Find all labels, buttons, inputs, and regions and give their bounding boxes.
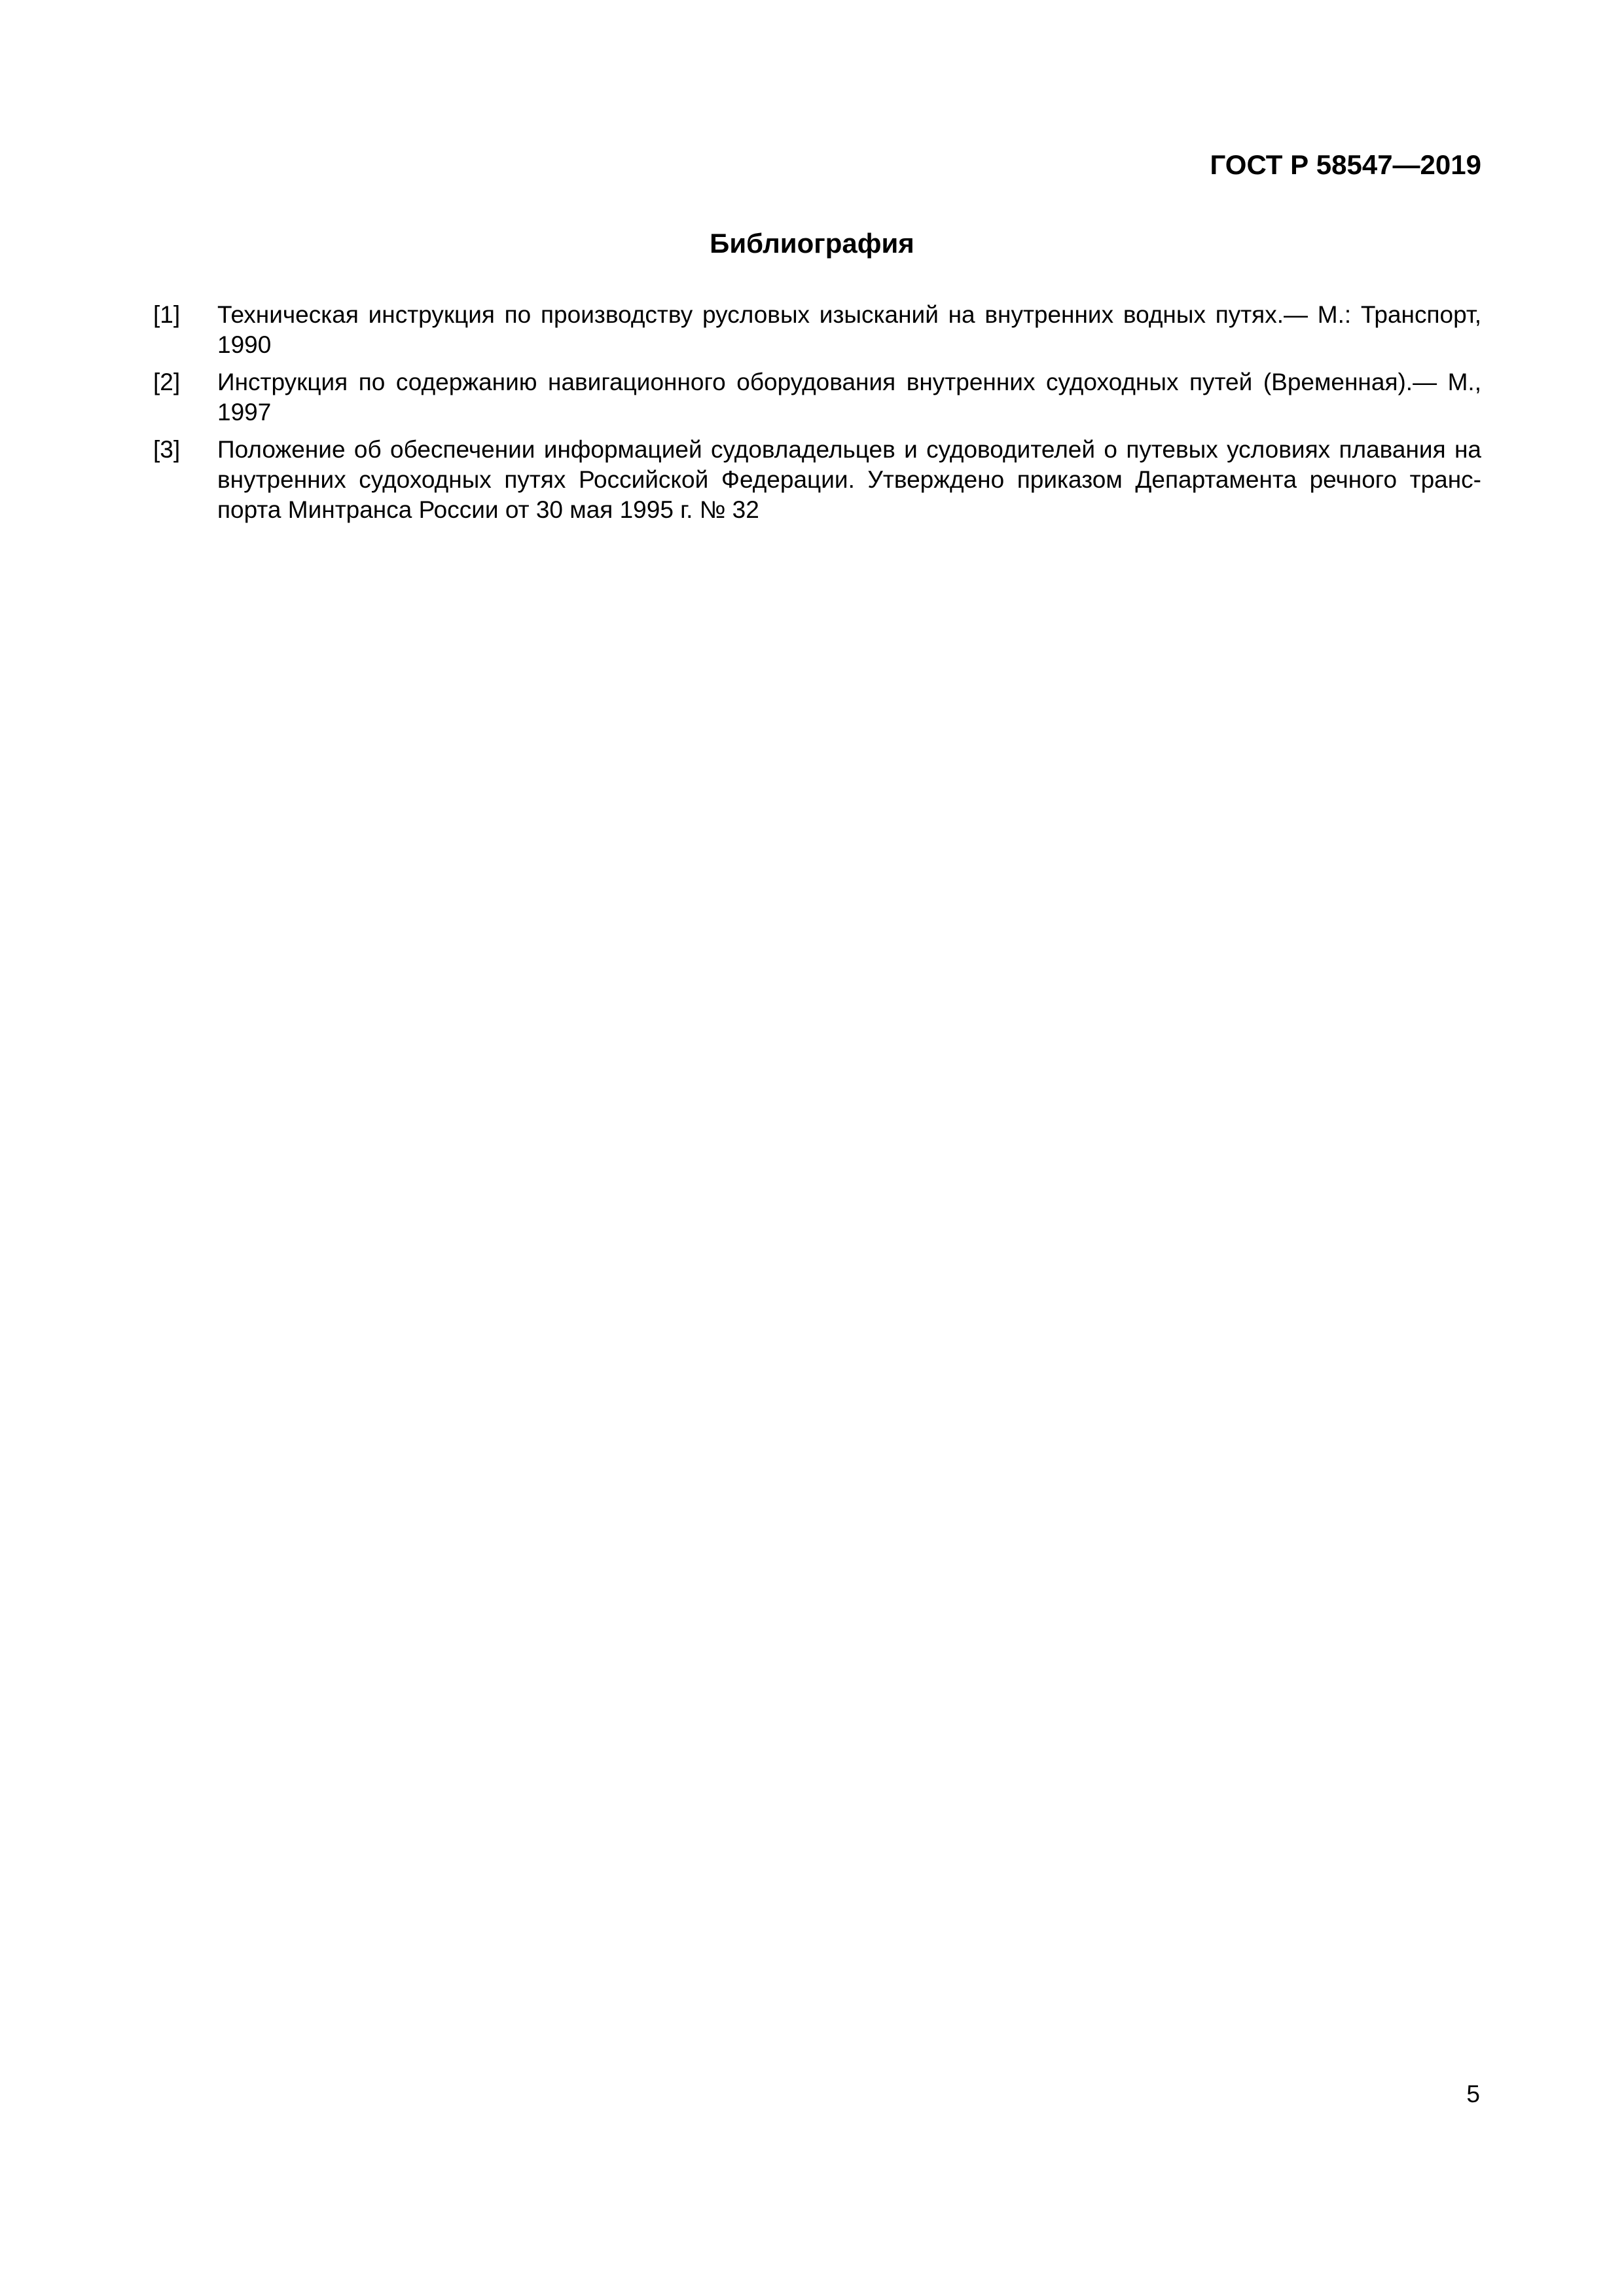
section-title: Библиография bbox=[710, 228, 914, 259]
bibliography-number: [3] bbox=[153, 436, 181, 463]
bibliography-item bbox=[153, 367, 1481, 428]
bibliography-item bbox=[153, 300, 1481, 360]
document-code: ГОСТ Р 58547—2019 bbox=[1210, 149, 1481, 180]
bibliography-text: Инструкция по содержанию навигационного оборудования внутренних судоходных путей (Временная).— М., 1997 bbox=[217, 369, 1481, 426]
bibliography-item bbox=[153, 435, 1481, 525]
bibliography-list bbox=[153, 300, 1481, 532]
bibliography-number: [1] bbox=[153, 301, 181, 328]
bibliography-text: Техническая инструкция по производству русловых изысканий на внутренних водных путях.— М.: Транспорт, 1990 bbox=[217, 301, 1481, 358]
bibliography-text: Положение об обеспечении информацией судовладельцев и судоводителей о путевых условиях плавания на внутренних судоходных путях Российской Федерации. Утверждено приказом Департамента речного транспорта Минтранса России от 30 мая 1995 г. № 32 bbox=[217, 436, 1481, 523]
bibliography-number: [2] bbox=[153, 369, 181, 395]
page-number: 5 bbox=[1466, 2081, 1480, 2107]
